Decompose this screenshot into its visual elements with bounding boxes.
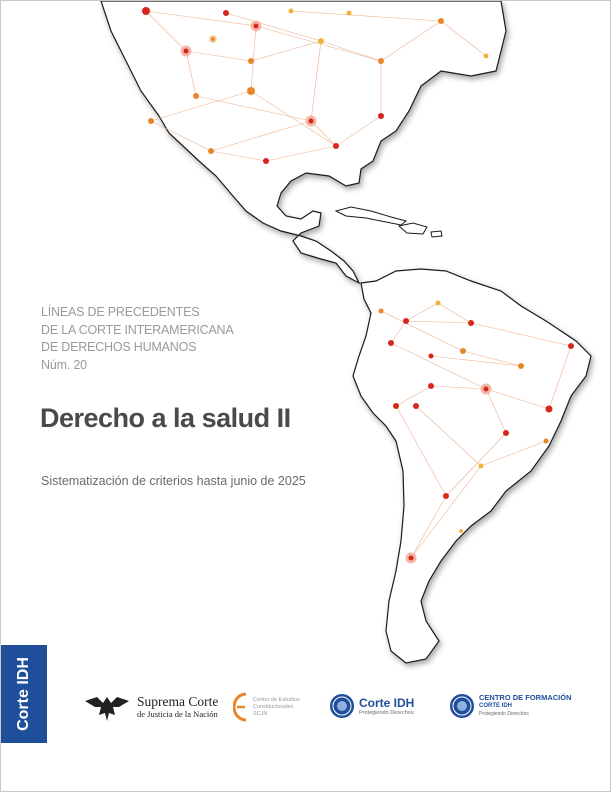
eagle-emblem-icon bbox=[83, 693, 131, 723]
spine-label: Corte IDH bbox=[15, 657, 32, 731]
series-number: Núm. 20 bbox=[41, 357, 87, 372]
centro-formacion-seal-icon bbox=[449, 693, 475, 719]
cec-line-1: Centro de Estudios bbox=[253, 696, 300, 703]
puerto-rico-shape bbox=[431, 231, 442, 237]
cec-line-2: Constitucionales bbox=[253, 703, 294, 710]
scjn-logo bbox=[83, 693, 218, 723]
series-line-2: DE LA CORTE INTERAMERICANA bbox=[41, 322, 234, 337]
cec-mark-icon bbox=[233, 691, 249, 723]
south-america-shape bbox=[353, 269, 591, 663]
centro-formacion-sub: CORTE IDH bbox=[479, 703, 512, 709]
corte-idh-seal-icon bbox=[329, 693, 355, 719]
centro-formacion-name: CENTRO DE FORMACIÓN bbox=[479, 693, 572, 702]
hispaniola-shape bbox=[399, 223, 427, 234]
scjn-subname: de Justicia de la Nación bbox=[137, 709, 218, 719]
cec-logo bbox=[233, 691, 300, 723]
spine-label-box bbox=[1, 645, 47, 743]
cec-line-3: SCJN bbox=[253, 710, 268, 717]
scjn-name: Suprema Corte bbox=[137, 694, 219, 709]
series-line-3: DE DERECHOS HUMANOS bbox=[41, 340, 197, 354]
document-title: Derecho a la salud II bbox=[40, 403, 291, 433]
north-america-shape bbox=[101, 1, 506, 283]
centro-formacion-tagline: Protegiendo Derechos bbox=[479, 711, 529, 717]
corte-idh-logo bbox=[329, 693, 414, 719]
corte-idh-tagline: Protegiendo Derechos bbox=[359, 710, 414, 716]
series-heading bbox=[41, 304, 234, 374]
corte-idh-name: Corte IDH bbox=[359, 696, 415, 710]
americas-network-map bbox=[1, 1, 611, 792]
cuba-shape bbox=[336, 207, 406, 225]
series-line-1: LÍNEAS DE PRECEDENTES bbox=[41, 305, 200, 319]
centro-formacion-logo bbox=[449, 693, 572, 719]
document-subtitle: Sistematización de criterios hasta junio de 2025 bbox=[41, 474, 306, 488]
